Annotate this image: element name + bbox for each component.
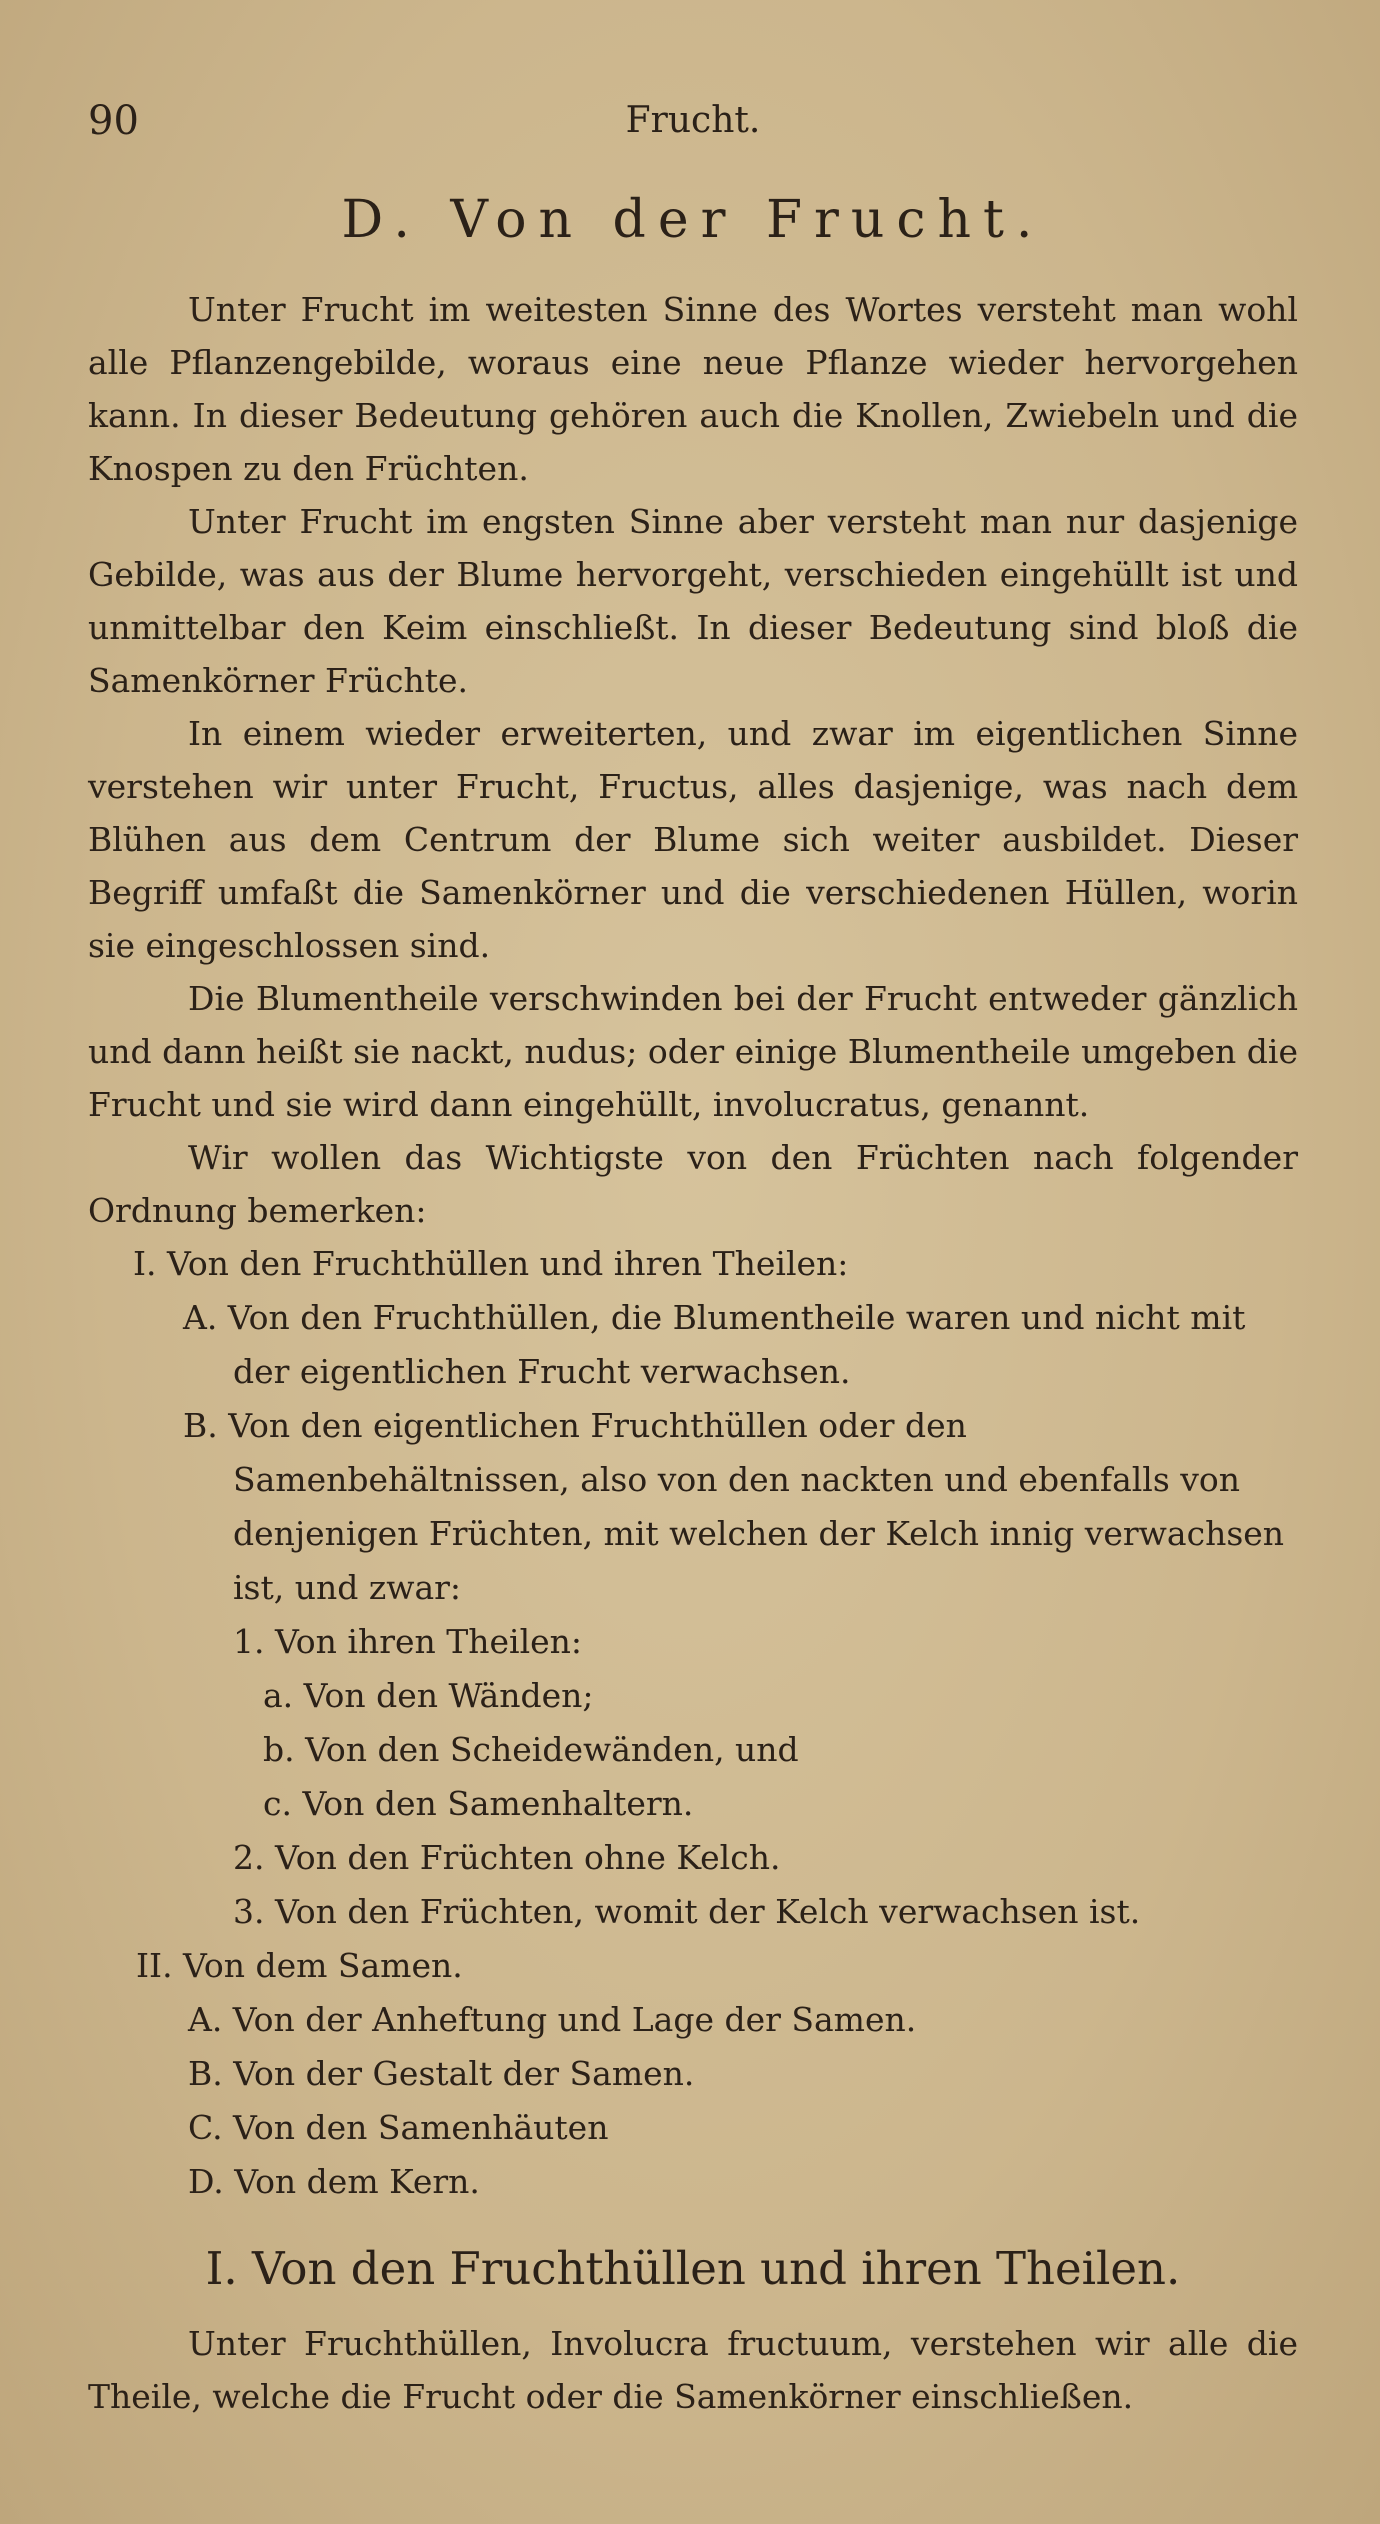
- subsection-title: I. Von den Fruchthüllen und ihren Theilen.: [205, 2242, 1181, 2295]
- paragraph: Unter Fruchthüllen, Involucra fructuum, verstehen wir alle die Theile, welche die Frucht oder die Samenkörner einschließen.: [88, 2324, 1298, 2416]
- outline-item: b. Von den Scheidewänden, und: [263, 1730, 799, 1769]
- outline-item: A. Von der Anheftung und Lage der Samen.: [188, 2000, 917, 2039]
- outline-item: II. Von dem Samen.: [136, 1946, 463, 1985]
- paragraph: Die Blumentheile verschwinden bei der Frucht entweder gänzlich und dann heißt sie nackt, nudus; oder einige Blumentheile umgeben die Frucht und sie wird dann eingehüllt, involucratus, genannt.: [88, 979, 1298, 1124]
- outline-item: c. Von den Samenhaltern.: [263, 1784, 694, 1823]
- outline-item: A. Von den Fruchthüllen, die Blumentheile waren und nicht mit der eigentlichen Frucht verwachsen.: [183, 1298, 1246, 1391]
- outline-item: 3. Von den Früchten, womit der Kelch verwachsen ist.: [233, 1892, 1141, 1931]
- paragraph: In einem wieder erweiterten, und zwar im eigentlichen Sinne verstehen wir unter Frucht, Fructus, alles dasjenige, was nach dem Blühen aus dem Centrum der Blume sich weiter ausbildet. Dieser Begriff umfaßt die Samenkörner und die verschiedenen Hüllen, worin sie eingeschlossen sind.: [88, 714, 1298, 965]
- outline-item: C. Von den Samenhäuten: [188, 2108, 609, 2147]
- outline: [88, 1237, 1298, 2209]
- outline-item: D. Von dem Kern.: [188, 2162, 480, 2201]
- page-header: [88, 98, 1298, 158]
- section-title: D. Von der Frucht.: [341, 190, 1045, 250]
- paragraph: Wir wollen das Wichtigste von den Früchten nach folgender Ordnung bemerken:: [88, 1138, 1298, 1230]
- outline-item: 1. Von ihren Theilen:: [233, 1622, 583, 1661]
- outline-item: a. Von den Wänden;: [263, 1676, 594, 1715]
- outline-item: B. Von der Gestalt der Samen.: [188, 2054, 695, 2093]
- body-text: [88, 283, 1298, 2423]
- paragraph: Unter Frucht im weitesten Sinne des Wortes versteht man wohl alle Pflanzengebilde, woraus eine neue Pflanze wieder hervorgehen kann. In dieser Bedeutung gehören auch die Knollen, Zwiebeln und die Knospen zu den Früchten.: [88, 290, 1298, 488]
- outline-item: 2. Von den Früchten ohne Kelch.: [233, 1838, 781, 1877]
- outline-item: B. Von den eigentlichen Fruchthüllen oder den Samenbehältnissen, also von den nackten und ebenfalls von denjenigen Früchten, mit welchen der Kelch innig verwachsen ist, und zwar:: [183, 1406, 1285, 1607]
- outline-item: I. Von den Fruchthüllen und ihren Theilen:: [133, 1244, 849, 1283]
- paragraph: Unter Frucht im engsten Sinne aber versteht man nur dasjenige Gebilde, was aus der Blume hervorgeht, verschieden eingehüllt ist und unmittelbar den Keim einschließt. In dieser Bedeutung sind bloß die Samenkörner Früchte.: [88, 502, 1298, 700]
- running-head: Frucht.: [625, 100, 761, 141]
- page-number: 90: [88, 98, 139, 144]
